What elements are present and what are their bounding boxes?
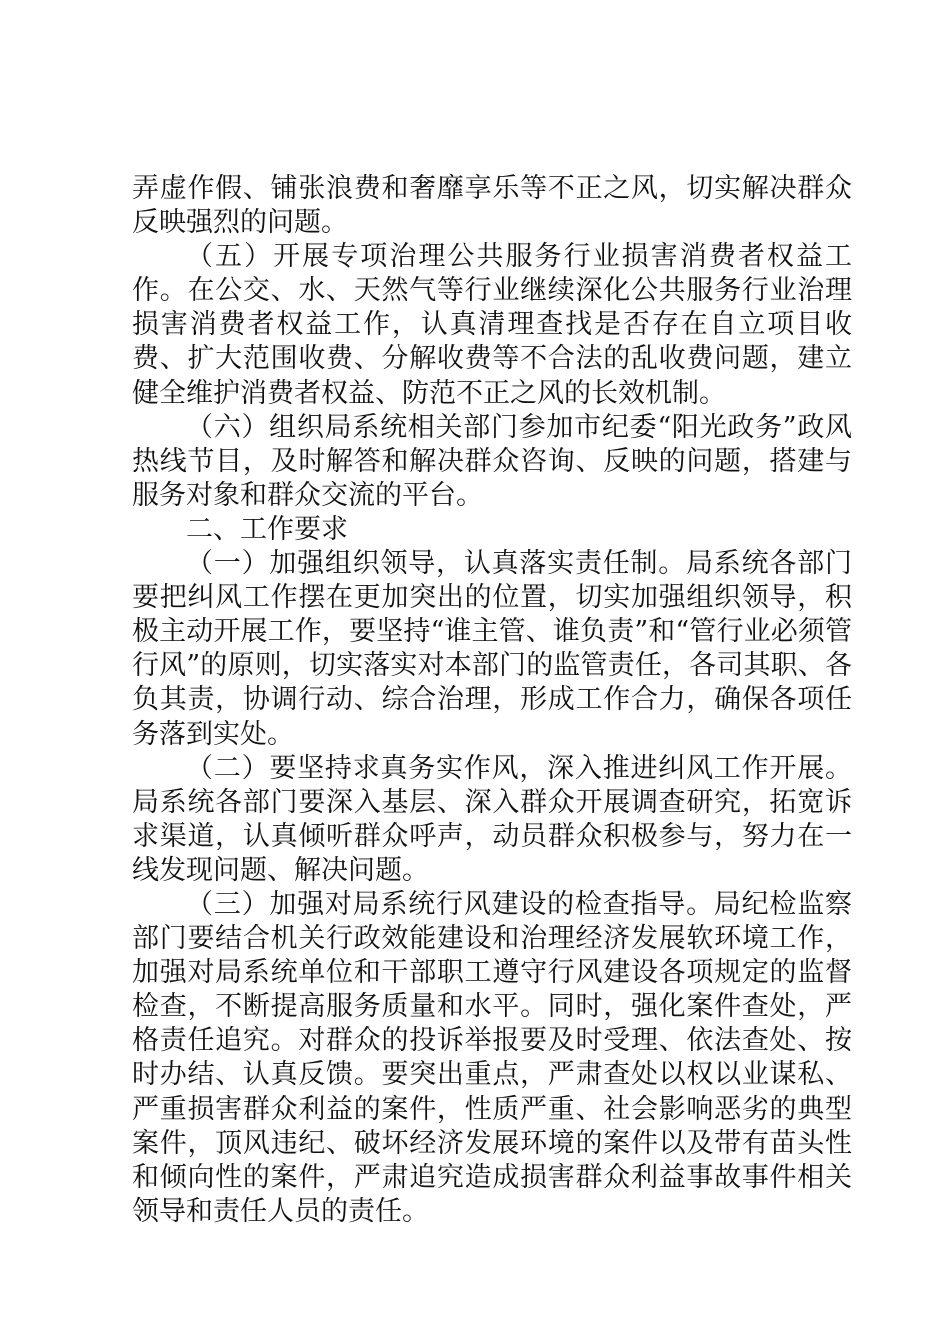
paragraph-item-5: （五）开展专项治理公共服务行业损害消费者权益工作。在公交、水、天然气等行业继续深化公共服务行业治理损害消费者权益工作，认真清理查找是否存在自立项目收费、扩大范围收费、分解收费等不合法的乱收费问题，建立健全维护消费者权益、防范不正之风的长效机制。 <box>132 241 852 409</box>
document-body <box>132 172 852 1229</box>
paragraph-requirement-2: （二）要坚持求真务实作风，深入推进纠风工作开展。局系统各部门要深入基层、深入群众开展调查研究，拓宽诉求渠道，认真倾听群众呼声，动员群众积极参与，努力在一线发现问题、解决问题。 <box>132 752 852 886</box>
paragraph-item-6: （六）组织局系统相关部门参加市纪委“阳光政务”政风热线节目，及时解答和解决群众咨询、反映的问题，搭建与服务对象和群众交流的平台。 <box>132 411 852 511</box>
paragraph-requirement-3: （三）加强对局系统行风建设的检查指导。局纪检监察部门要结合机关行政效能建设和治理经济发展软环境工作，加强对局系统单位和干部职工遵守行风建设各项规定的监督检查，不断提高服务质量和水平。同时，强化案件查处，严格责任追究。对群众的投诉举报要及时受理、依法查处、按时办结、认真反馈。要突出重点，严肃查处以权以业谋私、严重损害群众利益的案件，性质严重、社会影响恶劣的典型案件，顶风违纪、破坏经济发展环境的案件以及带有苗头性和倾向性的案件，严肃追究造成损害群众利益事故事件相关领导和责任人员的责任。 <box>132 888 852 1227</box>
paragraph-requirement-1: （一）加强组织领导，认真落实责任制。局系统各部门要把纠风工作摆在更加突出的位置，切实加强组织领导，积极主动开展工作，要坚持“谁主管、谁负责”和“管行业必须管行风”的原则，切实落实对本部门的监管责任，各司其职、各负其责，协调行动、综合治理，形成工作合力，确保各项任务落到实处。 <box>132 548 852 750</box>
section-heading-work-requirements: 二、工作要求 <box>186 513 348 545</box>
paragraph-continued: 弄虚作假、铺张浪费和奢靡享乐等不正之风，切实解决群众反映强烈的问题。 <box>132 173 852 239</box>
